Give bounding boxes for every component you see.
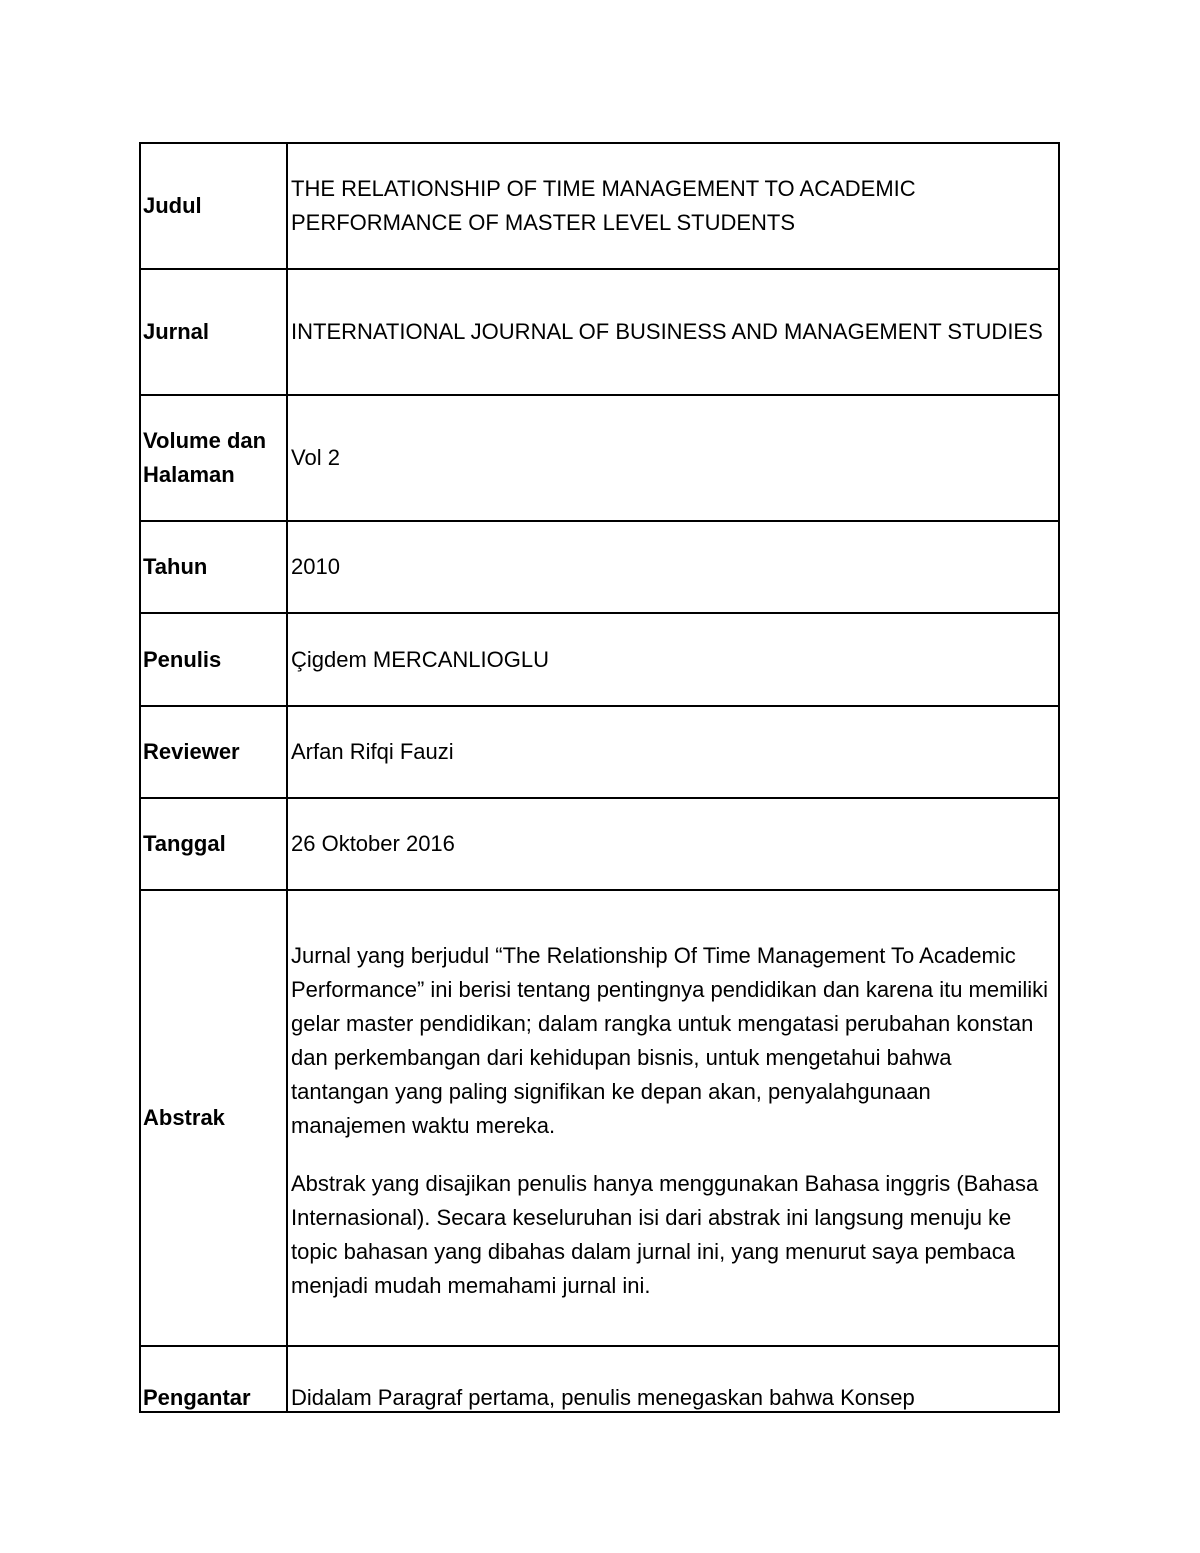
value-pengantar xyxy=(287,1346,1059,1412)
label-tahun: Tahun xyxy=(140,521,287,613)
value-reviewer: Arfan Rifqi Fauzi xyxy=(287,706,1059,798)
abstract-paragraph-1: Jurnal yang berjudul “The Relationship Of Time Management To Academic Performance” ini berisi tentang pentingnya pendidikan dan karena itu memiliki gelar master pendidikan; dalam rangka untuk mengatasi perubahan konstan dan perkembangan dari kehidupan bisnis, untuk mengetahui bahwa tantangan yang paling signifikan ke depan akan, penyalahgunaan manajemen waktu mereka. xyxy=(291,943,1048,1138)
label-reviewer: Reviewer xyxy=(140,706,287,798)
label-tanggal: Tanggal xyxy=(140,798,287,890)
journal-review-table xyxy=(139,142,1060,1413)
value-abstrak xyxy=(287,890,1059,1346)
row-tanggal xyxy=(140,798,1059,890)
row-pengantar xyxy=(140,1346,1059,1412)
value-volume: Vol 2 xyxy=(287,395,1059,521)
label-penulis: Penulis xyxy=(140,613,287,706)
row-reviewer xyxy=(140,706,1059,798)
label-judul: Judul xyxy=(140,143,287,269)
label-pengantar xyxy=(140,1346,287,1412)
value-tahun: 2010 xyxy=(287,521,1059,613)
value-jurnal: INTERNATIONAL JOURNAL OF BUSINESS AND MANAGEMENT STUDIES xyxy=(287,269,1059,395)
row-tahun xyxy=(140,521,1059,613)
value-pengantar-text: Didalam Paragraf pertama, penulis menegaskan bahwa Konsep xyxy=(291,1385,915,1410)
label-jurnal: Jurnal xyxy=(140,269,287,395)
abstract-content xyxy=(291,933,1050,1303)
value-tanggal: 26 Oktober 2016 xyxy=(287,798,1059,890)
row-penulis xyxy=(140,613,1059,706)
label-volume: Volume dan Halaman xyxy=(140,395,287,521)
label-abstrak: Abstrak xyxy=(140,890,287,1346)
row-volume xyxy=(140,395,1059,521)
row-abstrak xyxy=(140,890,1059,1346)
value-judul: THE RELATIONSHIP OF TIME MANAGEMENT TO ACADEMIC PERFORMANCE OF MASTER LEVEL STUDENTS xyxy=(287,143,1059,269)
row-jurnal xyxy=(140,269,1059,395)
label-pengantar-text: Pengantar xyxy=(143,1385,251,1410)
value-penulis: Çigdem MERCANLIOGLU xyxy=(287,613,1059,706)
abstract-paragraph-2: Abstrak yang disajikan penulis hanya menggunakan Bahasa inggris (Bahasa Internasional). Secara keseluruhan isi dari abstrak ini langsung menuju ke topic bahasan yang dibahas dalam jurnal ini, yang menurut saya pembaca menjadi mudah memahami jurnal ini. xyxy=(291,1171,1039,1298)
row-judul xyxy=(140,143,1059,269)
